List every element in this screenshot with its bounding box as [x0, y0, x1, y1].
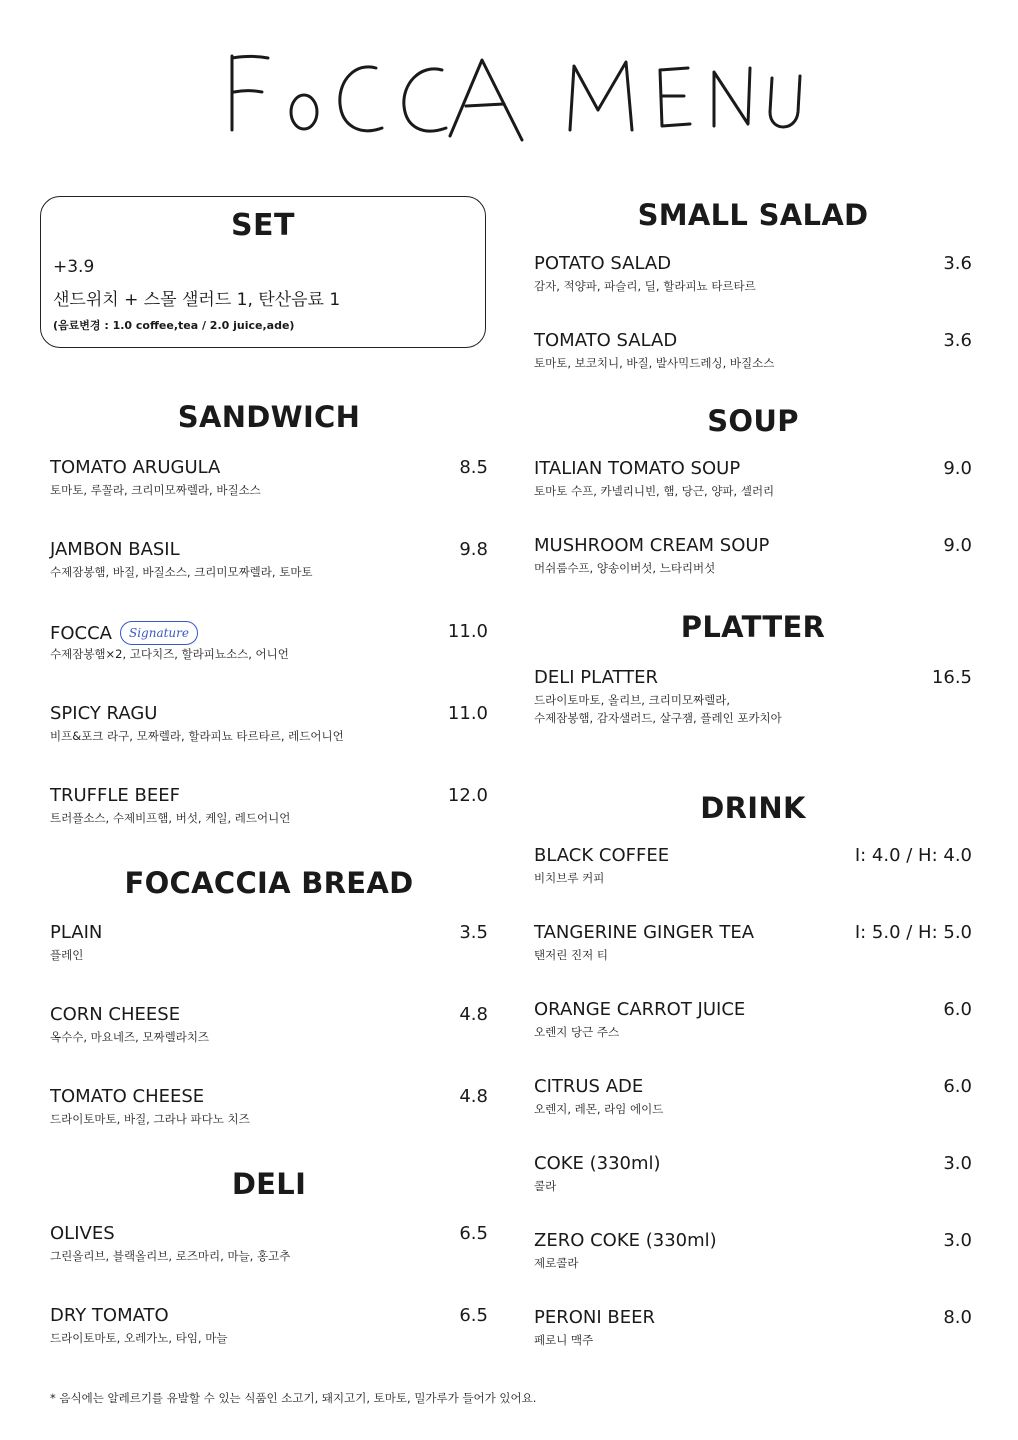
set-description: 샌드위치 + 스몰 샐러드 1, 탄산음료 1 [53, 290, 341, 310]
item-name: TOMATO CHEESE [50, 1086, 205, 1107]
item-price: 3.5 [459, 922, 488, 943]
item-description: 오렌지, 레몬, 라임 에이드 [534, 1102, 664, 1116]
item-description: 감자, 적양파, 파슬리, 딜, 할라피뇨 타르타르 [534, 279, 756, 293]
item-description: 수제잠봉햄, 바질, 바질소스, 크리미모짜렐라, 토마토 [50, 565, 313, 579]
item-name: DELI PLATTER [534, 667, 659, 688]
section-title-focaccia: FOCACCIA BREAD [124, 866, 414, 900]
item-name: ORANGE CARROT JUICE [534, 999, 746, 1020]
item-name: DRY TOMATO [50, 1305, 169, 1326]
item-description: 콜라 [534, 1179, 557, 1193]
item-name: TRUFFLE BEEF [50, 785, 180, 806]
item-price: 3.0 [943, 1230, 972, 1251]
item-name: CITRUS ADE [534, 1076, 644, 1097]
item-price: 4.8 [459, 1086, 488, 1107]
item-description: 오렌지 당근 주스 [534, 1025, 620, 1039]
item-name: PLAIN [50, 922, 103, 943]
item-name: FOCCA [50, 623, 112, 644]
item-price: 11.0 [447, 703, 488, 724]
item-name-wrap [50, 621, 198, 645]
item-description-line2: 수제잠봉햄, 감자샐러드, 살구잼, 플레인 포카치아 [534, 711, 782, 725]
item-description: 비프&포크 라구, 모짜렐라, 할라피뇨 타르타르, 레드어니언 [50, 729, 344, 743]
item-price: 16.5 [931, 667, 972, 688]
item-description: 옥수수, 마요네즈, 모짜렐라치즈 [50, 1030, 210, 1044]
item-description: 트러플소스, 수제비프햄, 버섯, 케일, 레드어니언 [50, 811, 291, 825]
item-price: 6.0 [943, 999, 972, 1020]
item-description: 수제잠봉햄×2, 고다치즈, 할라피뇨소스, 어니언 [50, 647, 289, 661]
signature-badge: Signature [120, 621, 198, 645]
set-note: (음료변경 : 1.0 coffee,tea / 2.0 juice,ade) [53, 319, 295, 332]
item-description: 비치브루 커피 [534, 871, 605, 885]
item-name: JAMBON BASIL [50, 539, 180, 560]
item-price: 6.0 [943, 1076, 972, 1097]
item-price: 3.6 [943, 253, 972, 274]
section-title-small-salad: SMALL SALAD [637, 198, 869, 232]
item-price: 9.0 [943, 535, 972, 556]
item-price: 11.0 [447, 621, 488, 642]
item-name: BLACK COFFEE [534, 845, 670, 866]
item-price: 3.0 [943, 1153, 972, 1174]
item-description: 토마토, 루꼴라, 크리미모짜렐라, 바질소스 [50, 483, 261, 497]
allergy-footnote: * 음식에는 알레르기를 유발할 수 있는 식품인 소고기, 돼지고기, 토마토, 밀가루가 들어가 있어요. [50, 1391, 537, 1405]
item-price: 9.8 [459, 539, 488, 560]
item-price: I: 5.0 / H: 5.0 [854, 922, 972, 943]
item-description: 페로니 맥주 [534, 1333, 594, 1347]
item-name: PERONI BEER [534, 1307, 655, 1328]
section-title-soup: SOUP [707, 404, 799, 438]
item-name: TOMATO ARUGULA [50, 457, 221, 478]
item-description: 토마토, 보코치니, 바질, 발사믹드레싱, 바질소스 [534, 356, 775, 370]
item-description: 제로콜라 [534, 1256, 579, 1270]
item-description: 토마토 수프, 카넬리니빈, 햄, 당근, 양파, 셀러리 [534, 484, 775, 498]
item-price: 9.0 [943, 458, 972, 479]
item-description: 드라이토마토, 올리브, 크리미모짜렐라, [534, 693, 731, 707]
item-name: MUSHROOM CREAM SOUP [534, 535, 770, 556]
item-price: 8.0 [943, 1307, 972, 1328]
section-title-deli: DELI [231, 1167, 307, 1201]
item-name: CORN CHEESE [50, 1004, 181, 1025]
item-price: 12.0 [447, 785, 488, 806]
item-name: ITALIAN TOMATO SOUP [534, 458, 741, 479]
item-description: 탠저린 진저 티 [534, 948, 608, 962]
item-description: 플레인 [50, 948, 84, 962]
item-name: ZERO COKE (330ml) [534, 1230, 717, 1251]
item-price: I: 4.0 / H: 4.0 [854, 845, 972, 866]
item-name: POTATO SALAD [534, 253, 672, 274]
item-price: 6.5 [459, 1223, 488, 1244]
set-price: +3.9 [53, 257, 95, 277]
item-description: 드라이토마토, 오레가노, 타임, 마늘 [50, 1331, 228, 1345]
item-description: 머쉬룸수프, 양송이버섯, 느타리버섯 [534, 561, 716, 575]
item-price: 3.6 [943, 330, 972, 351]
item-name: OLIVES [50, 1223, 115, 1244]
section-title-sandwich: SANDWICH [177, 400, 361, 434]
item-description: 그린올리브, 블랙올리브, 로즈마리, 마늘, 홍고추 [50, 1249, 291, 1263]
item-name: COKE (330ml) [534, 1153, 661, 1174]
item-price: 6.5 [459, 1305, 488, 1326]
item-price: 8.5 [459, 457, 488, 478]
item-description: 드라이토마토, 바질, 그라나 파다노 치즈 [50, 1112, 250, 1126]
focca-menu-logo [0, 40, 1018, 150]
item-name: TOMATO SALAD [534, 330, 678, 351]
set-title: SET [230, 208, 296, 243]
section-title-drink: DRINK [700, 791, 806, 825]
section-title-platter: PLATTER [680, 610, 826, 644]
item-name: TANGERINE GINGER TEA [534, 922, 755, 943]
item-name: SPICY RAGU [50, 703, 158, 724]
item-price: 4.8 [459, 1004, 488, 1025]
